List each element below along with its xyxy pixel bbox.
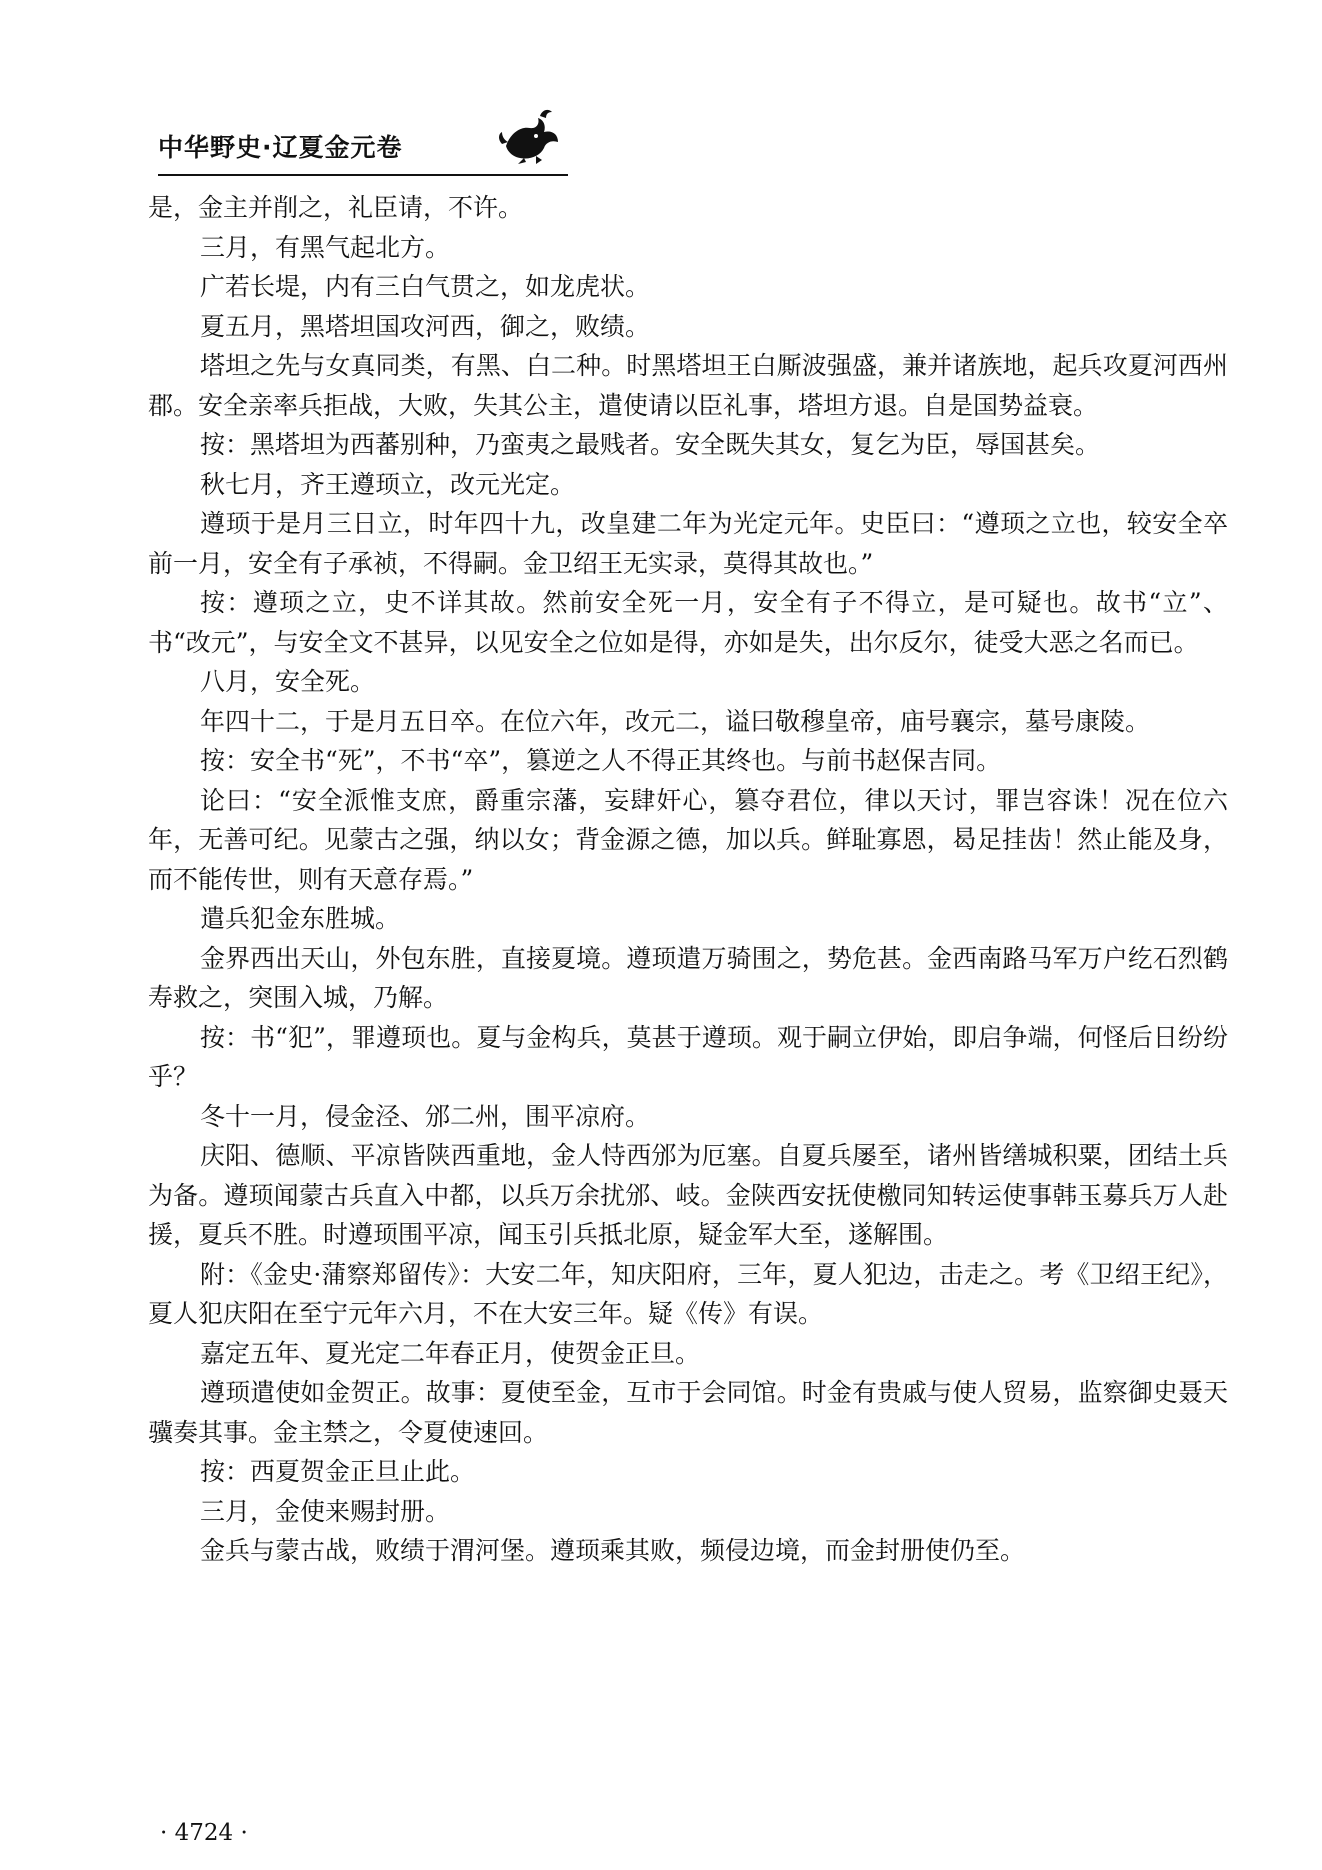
- text-paragraph: 按：黑塔坦为西蕃别种，乃蛮夷之最贱者。安全既失其女，复乞为臣，辱国甚矣。: [200, 430, 1101, 459]
- text-paragraph: 冬十一月，侵金泾、邠二州，围平凉府。: [200, 1101, 651, 1131]
- text-paragraph: 夏五月，黑塔坦国攻河西，御之，败绩。: [200, 311, 651, 341]
- text-paragraph: 庆阳、德顺、平凉皆陕西重地，金人恃西邠为厄塞。自夏兵屡至，诸州皆缮城积粟，团结土兵为备。遵顼闻蒙古兵直入中都，以兵万余扰邠、岐。金陕西安抚使檄同知转运使事韩玉募兵万人赴援，夏兵不胜。时遵顼围平凉，闻玉引兵抵北原，疑金军大至，遂解围。: [148, 1141, 1228, 1249]
- text-paragraph: 是，金主并削之，礼臣请，不许。: [148, 193, 524, 222]
- text-paragraph: 附：《金史·蒲察郑留传》：大安二年，知庆阳府，三年，夏人犯边，击走之。考《卫绍王纪》，夏人犯庆阳在至宁元年六月，不在大安三年。疑《传》有误。: [148, 1259, 1228, 1328]
- text-paragraph: 按：书“犯”，罪遵顼也。夏与金构兵，莫甚于遵顼。观于嗣立伊始，即启争端，何怪后日纷纷乎？: [148, 1022, 1228, 1091]
- text-paragraph: 论曰：“安全派惟支庶，爵重宗藩，妄肆奸心，篡夺君位，律以天讨，罪岂容诛！况在位六年，无善可纪。见蒙古之强，纳以女；背金源之德，加以兵。鲜耻寡恩，曷足挂齿！然止能及身，而不能传世，则有天意存焉。”: [148, 785, 1228, 894]
- book-title: 中华野史·辽夏金元卷: [158, 133, 403, 162]
- text-paragraph: 三月，金使来赐封册。: [200, 1496, 451, 1526]
- text-paragraph: 按：遵顼之立，史不详其故。然前安全死一月，安全有子不得立，是可疑也。故书“立”、书“改元”，与安全文不甚异，以见安全之位如是得，亦如是失，出尔反尔，徒受大恶之名而已。: [148, 588, 1228, 657]
- text-paragraph: 嘉定五年、夏光定二年春正月，使贺金正旦。: [200, 1338, 701, 1368]
- running-header: [158, 106, 568, 172]
- text-paragraph: 金兵与蒙古战，败绩于渭河堡。遵顼乘其败，频侵边境，而金封册使仍至。: [200, 1536, 1026, 1565]
- text-paragraph: 八月，安全死。: [200, 667, 376, 696]
- text-paragraph: 年四十二，于是月五日卒。在位六年，改元二，谥曰敬穆皇帝，庙号襄宗，墓号康陵。: [200, 706, 1151, 736]
- header-divider: [158, 174, 568, 176]
- text-paragraph: 金界西出天山，外包东胜，直接夏境。遵顼遣万骑围之，势危甚。金西南路马军万户纥石烈鹤寿救之，突围入城，乃解。: [148, 943, 1228, 1012]
- text-paragraph: 秋七月，齐王遵顼立，改元光定。: [200, 469, 576, 499]
- text-paragraph: 按：安全书“死”，不书“卒”，篡逆之人不得正其终也。与前书赵保吉同。: [200, 746, 1002, 775]
- text-paragraph: 塔坦之先与女真同类，有黑、白二种。时黑塔坦王白厮波强盛，兼并诸族地，起兵攻夏河西州郡。安全亲率兵拒战，大败，失其公主，遣使请以臣礼事，塔坦方退。自是国势益衰。: [148, 351, 1228, 420]
- page-number: · 4724 ·: [160, 1820, 248, 1846]
- dragon-emblem-icon: [496, 106, 568, 166]
- text-paragraph: 广若长堤，内有三白气贯之，如龙虎状。: [200, 272, 651, 301]
- main-text: [148, 188, 1228, 1571]
- text-paragraph: 按：西夏贺金正旦止此。: [200, 1457, 476, 1486]
- text-paragraph: 遵顼遣使如金贺正。故事：夏使至金，互市于会同馆。时金有贵戚与使人贸易，监察御史聂天骥奏其事。金主禁之，令夏使速回。: [148, 1378, 1228, 1447]
- text-paragraph: 三月，有黑气起北方。: [200, 232, 451, 262]
- text-paragraph: 遵顼于是月三日立，时年四十九，改皇建二年为光定元年。史臣曰：“遵顼之立也，较安全卒前一月，安全有子承祯，不得嗣。金卫绍王无实录，莫得其故也。”: [148, 509, 1228, 578]
- text-paragraph: 遣兵犯金东胜城。: [200, 904, 401, 933]
